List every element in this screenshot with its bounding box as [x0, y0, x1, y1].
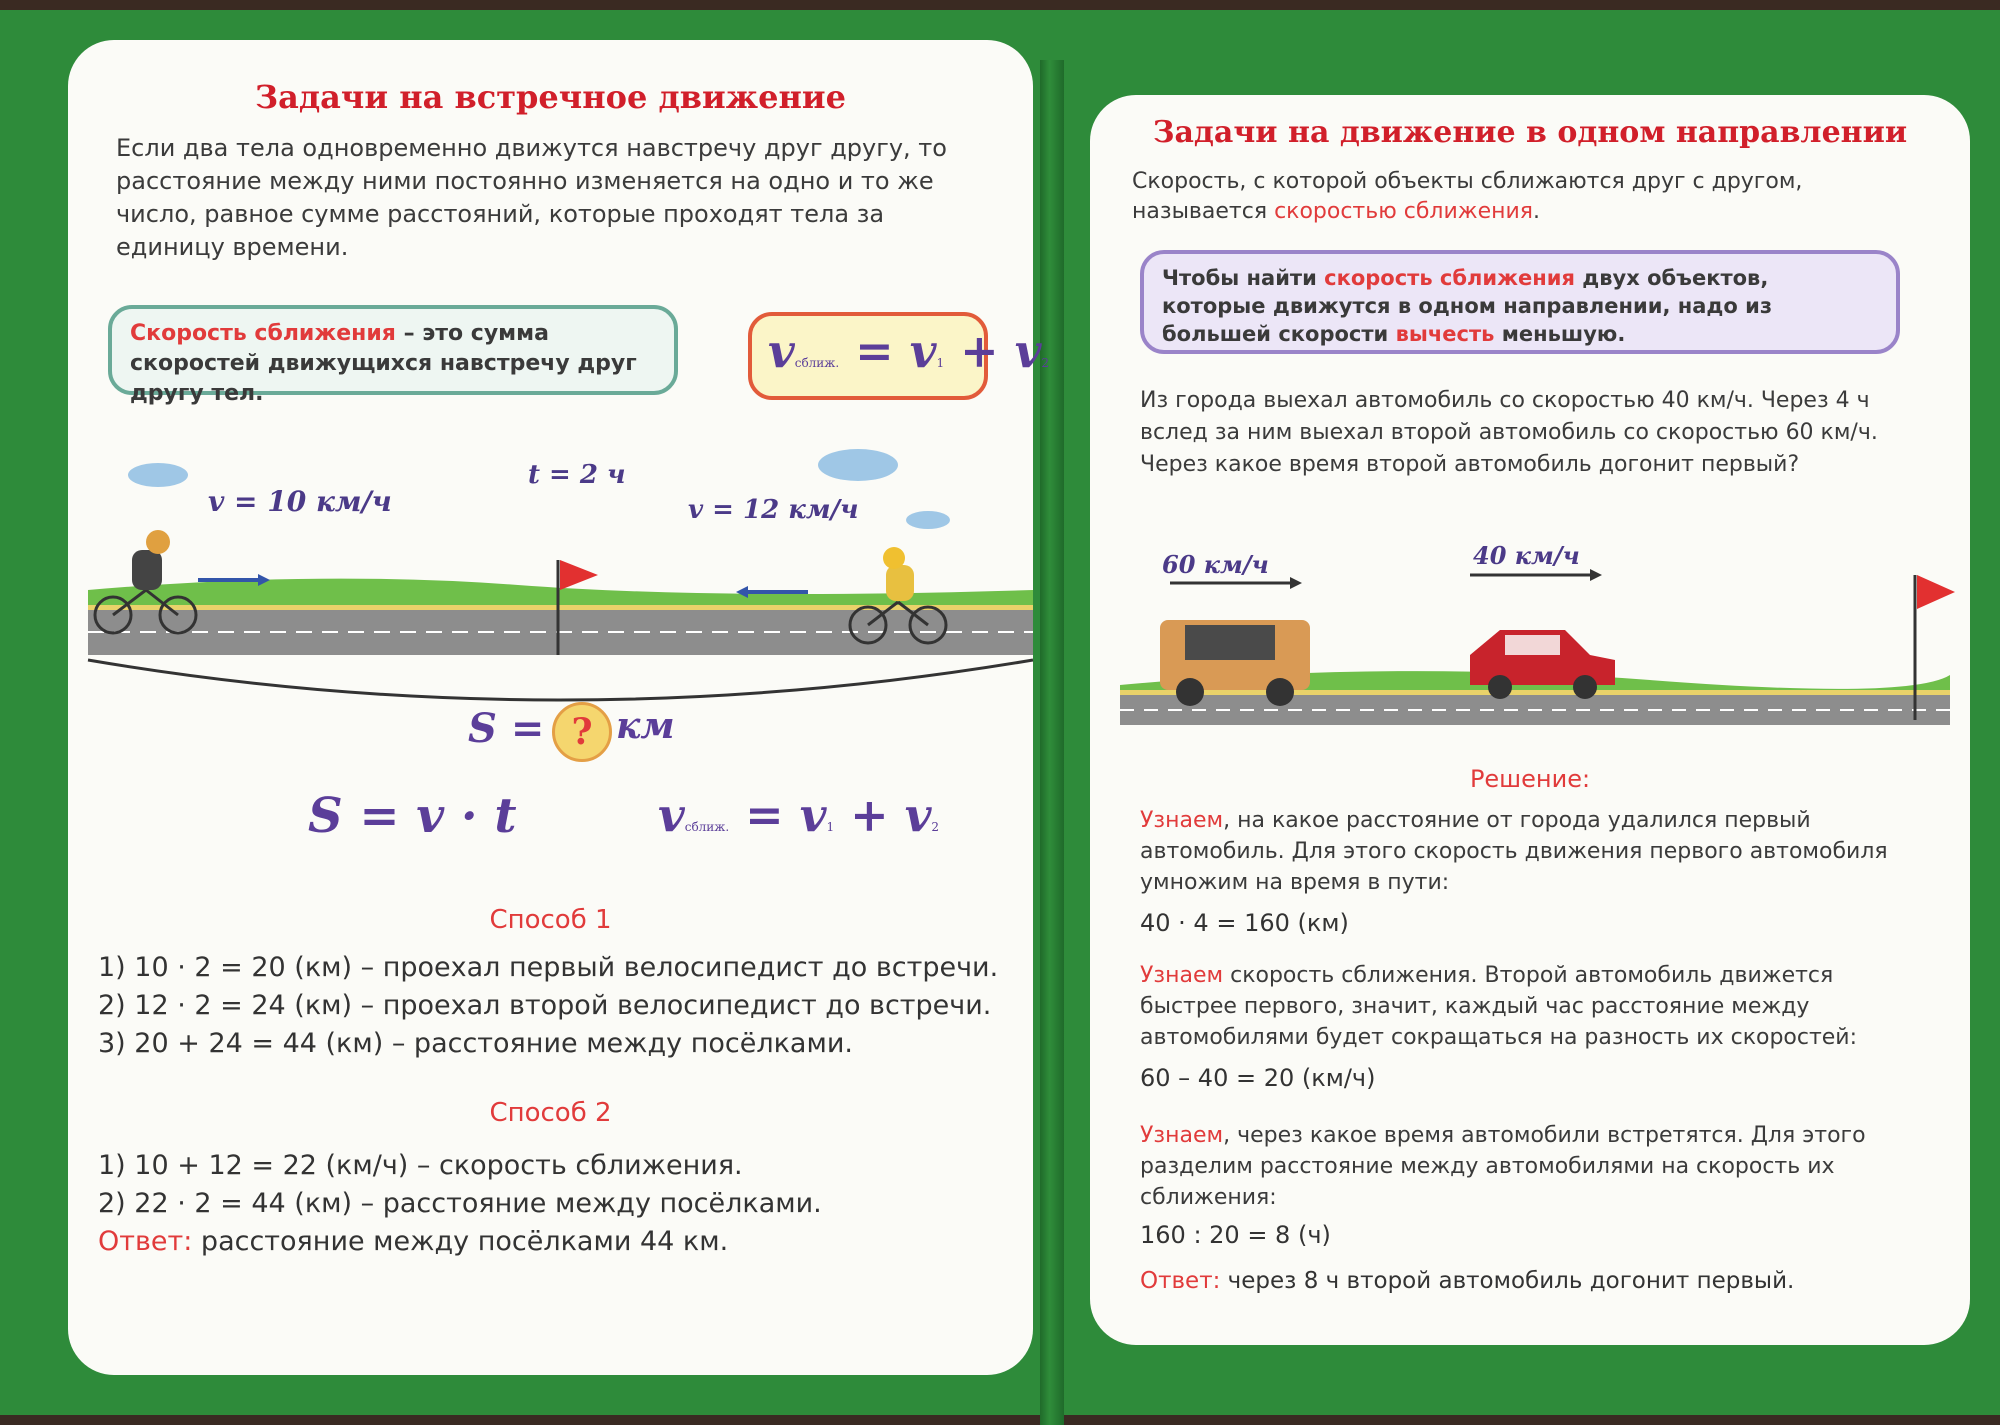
rule-box: Чтобы найти скорость сближения двух объектов, которые движутся в одном направлении, надо из большей скорости вычесть меньшую.: [1140, 250, 1900, 354]
speed-label-back: 60 км/ч: [1162, 550, 1269, 579]
method1-line: 1) 10 · 2 = 20 (км) – проехал первый велосипедист до встречи.: [98, 952, 999, 983]
solution-step: Узнаем, через какое время автомобили встретятся. Для этого разделим расстояние между автомобилями на скорость их сближения:: [1140, 1123, 1866, 1210]
cloud-icon: [818, 449, 898, 481]
definition-box: [108, 305, 678, 406]
solution-step: Узнаем скорость сближения. Второй автомобиль движется быстрее первого, значит, каждый час расстояние между автомобилями будет сокращаться на разность их скоростей:: [1140, 963, 1858, 1050]
flag-icon: [1917, 575, 1955, 609]
method1-title: Способ 1: [489, 905, 612, 935]
definition-term: Скорость сближения: [130, 321, 396, 346]
cloud-icon: [128, 463, 188, 487]
closing-speed-formula: vсближ. = v1 + v2: [658, 788, 940, 842]
arrow-right-icon-head: [1590, 569, 1602, 581]
left-page: [68, 40, 1050, 1375]
cloud-icon: [906, 511, 950, 529]
question-unit: км: [616, 705, 675, 747]
right-page-title: Задачи на движение в одном направлении: [1152, 115, 1908, 150]
speed-label-front: 40 км/ч: [1473, 541, 1580, 570]
left-intro: Если два тела одновременно движутся навстречу друг другу, то расстояние между ними постоянно изменяется на одно и то же число, равное сумме расстояний, которые проходят тела за единицу времени.: [116, 134, 947, 261]
time-label: t = 2 ч: [528, 460, 626, 490]
method2-line: 1) 10 + 12 = 22 (км/ч) – скорость сближения.: [98, 1150, 743, 1181]
method2-title: Способ 2: [489, 1098, 612, 1128]
formula-box-text: vсближ. = v1 + v2: [768, 324, 1050, 378]
method2-line: 2) 22 · 2 = 44 (км) – расстояние между посёлками.: [98, 1188, 822, 1219]
speed-label-right: v = 12 км/ч: [688, 495, 859, 525]
road-edge: [1120, 690, 1950, 695]
method1-line: 3) 20 + 24 = 44 (км) – расстояние между посёлками.: [98, 1028, 853, 1059]
question-s: S =: [468, 705, 545, 752]
formula-box: [748, 312, 1050, 400]
problem-text: Из города выехал автомобиль со скоростью 40 км/ч. Через 4 ч вслед за ним выехал второй автомобиль со скоростью 60 км/ч. Через какое время второй автомобиль догонит первый?: [1140, 388, 1878, 477]
cyclists-scene: [68, 420, 1033, 680]
solution-title: Решение:: [1469, 765, 1591, 793]
right-answer: Ответ: через 8 ч второй автомобиль догонит первый.: [1140, 1268, 1795, 1294]
solution-calc: 160 : 20 = 8 (ч): [1140, 1221, 1331, 1249]
flag-icon: [560, 560, 598, 590]
solution-calc: 60 – 40 = 20 (км/ч): [1140, 1064, 1376, 1092]
method1-line: 2) 12 · 2 = 24 (км) – проехал второй велосипедист до встречи.: [98, 990, 992, 1021]
right-intro: Скорость, с которой объекты сближаются друг с другом, называется скоростью сближения.: [1132, 169, 1803, 224]
distance-formula: S = v · t: [308, 788, 517, 844]
right-page: [1090, 95, 1970, 1345]
distance-brace: [88, 660, 1033, 700]
solution-step: Узнаем, на какое расстояние от города удалился первый автомобиль. Для этого скорость движения первого автомобиля умножим на время в пути:: [1140, 808, 1888, 895]
arrow-right-icon-head: [1290, 577, 1302, 589]
folder-spine: [1040, 60, 1064, 1425]
left-answer: Ответ: расстояние между посёлками 44 км.: [98, 1226, 729, 1257]
speed-label-left: v = 10 км/ч: [208, 485, 392, 518]
left-page-title: Задачи на встречное движение: [255, 78, 846, 116]
definition-text: – это сумма скоростей движущихся навстречу друг другу тел.: [130, 321, 637, 406]
question-mark-icon: ?: [552, 702, 612, 762]
solution-calc: 40 · 4 = 160 (км): [1140, 909, 1349, 937]
